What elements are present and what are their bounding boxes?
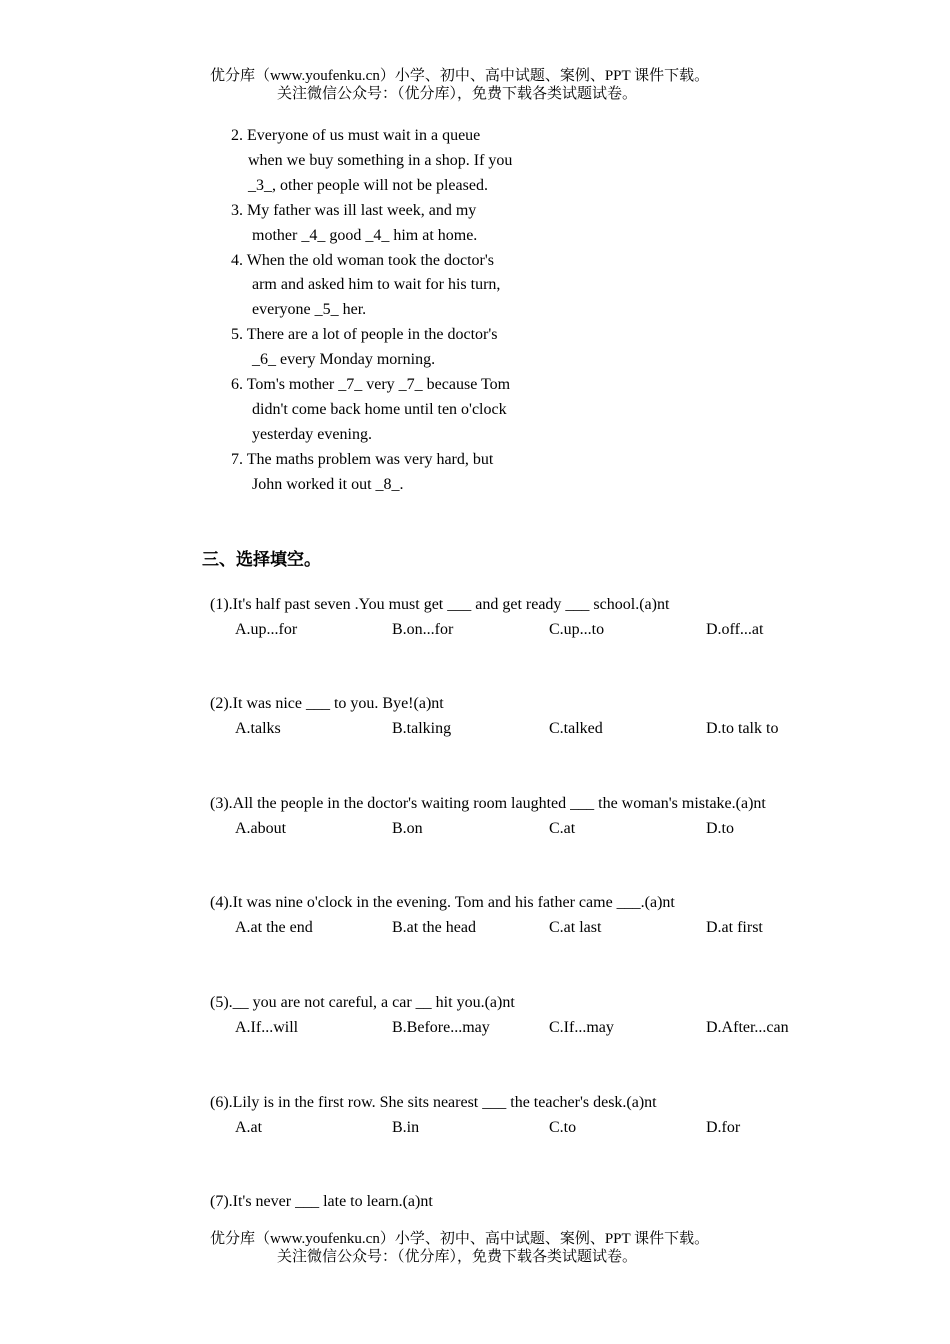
question-1 [210, 592, 764, 642]
options-row [210, 1015, 789, 1040]
option-c: C.at [549, 820, 576, 837]
question-stem: (1).It's half past seven .You must get ___ and get ready ___ school.(a)nt [210, 596, 670, 613]
header-line-1: 优分库（www.youfenku.cn）小学、初中、高中试题、案例、PPT 课件下载。 [210, 68, 710, 84]
options-row [210, 617, 764, 642]
footer-line-1: 优分库（www.youfenku.cn）小学、初中、高中试题、案例、PPT 课件下载。 [210, 1231, 710, 1247]
item-line: 7. The maths problem was very hard, but [231, 450, 494, 468]
option-a: A.at the end [235, 919, 313, 936]
option-d: D.for [706, 1119, 741, 1136]
list-item [231, 124, 512, 199]
item-line: yesterday evening. [252, 425, 372, 443]
question-7 [210, 1189, 433, 1214]
option-b: B.at the head [392, 919, 476, 936]
question-4 [210, 890, 763, 940]
item-line: 5. There are a lot of people in the doctor's [231, 326, 498, 344]
option-c: C.to [549, 1119, 577, 1136]
options-row [210, 1115, 741, 1140]
question-stem: (4).It was nine o'clock in the evening. Tom and his father came ___.(a)nt [210, 894, 675, 911]
option-d: D.off...at [706, 621, 764, 638]
list-item [231, 323, 512, 373]
item-line: 4. When the old woman took the doctor's [231, 251, 494, 269]
list-item [231, 448, 512, 498]
options-row [210, 816, 766, 841]
list-item [231, 373, 512, 448]
item-line: mother _4_ good _4_ him at home. [252, 226, 478, 244]
option-a: A.up...for [235, 621, 298, 638]
item-line: _6_ every Monday morning. [252, 351, 436, 369]
item-line: 2. Everyone of us must wait in a queue [231, 127, 481, 144]
options-row [210, 716, 779, 741]
question-6 [210, 1090, 741, 1140]
question-stem: (3).All the people in the doctor's waiting room laughted ___ the woman's mistake.(a)nt [210, 795, 766, 812]
item-line: arm and asked him to wait for his turn, [252, 276, 501, 294]
question-3 [210, 791, 766, 841]
option-b: B.on [392, 820, 423, 837]
item-line: didn't come back home until ten o'clock [252, 400, 507, 418]
option-a: A.at [235, 1119, 263, 1136]
item-line: 3. My father was ill last week, and my [231, 201, 477, 219]
page-header [210, 67, 709, 103]
item-line: when we buy something in a shop. If you [248, 151, 513, 169]
option-c: C.If...may [549, 1019, 614, 1036]
question-5 [210, 990, 789, 1040]
list-item [231, 199, 512, 249]
question-stem: (5).__ you are not careful, a car __ hit you.(a)nt [210, 994, 515, 1011]
item-line: John worked it out _8_. [252, 475, 404, 493]
option-d: D.to [706, 820, 734, 837]
question-stem: (7).It's never ___ late to learn.(a)nt [210, 1193, 433, 1210]
option-d: D.at first [706, 919, 763, 936]
option-c: C.up...to [549, 621, 605, 638]
list-item [231, 249, 512, 324]
option-c: C.talked [549, 720, 603, 737]
question-stem: (6).Lily is in the first row. She sits nearest ___ the teacher's desk.(a)nt [210, 1094, 657, 1111]
numbered-list [231, 124, 512, 498]
option-a: A.about [235, 820, 287, 837]
section-title: 三、选择填空。 [202, 550, 321, 570]
option-d: D.After...can [706, 1019, 789, 1036]
header-line-2: 关注微信公众号：（优分库），免费下载各类试题试卷。 [277, 86, 638, 102]
option-a: A.talks [235, 720, 281, 737]
option-b: B.Before...may [392, 1019, 490, 1036]
question-stem: (2).It was nice ___ to you. Bye!(a)nt [210, 695, 444, 712]
item-line: 6. Tom's mother _7_ very _7_ because Tom [231, 376, 511, 394]
option-b: B.talking [392, 720, 452, 737]
option-b: B.in [392, 1119, 420, 1136]
option-a: A.If...will [235, 1019, 299, 1036]
question-2 [210, 691, 779, 741]
option-c: C.at last [549, 919, 602, 936]
options-row [210, 915, 763, 940]
item-line: everyone _5_ her. [252, 301, 367, 319]
item-line: _3_, other people will not be pleased. [248, 176, 488, 194]
page-footer [210, 1230, 709, 1266]
option-d: D.to talk to [706, 720, 779, 737]
footer-line-2: 关注微信公众号：（优分库），免费下载各类试题试卷。 [277, 1249, 638, 1265]
option-b: B.on...for [392, 621, 454, 638]
